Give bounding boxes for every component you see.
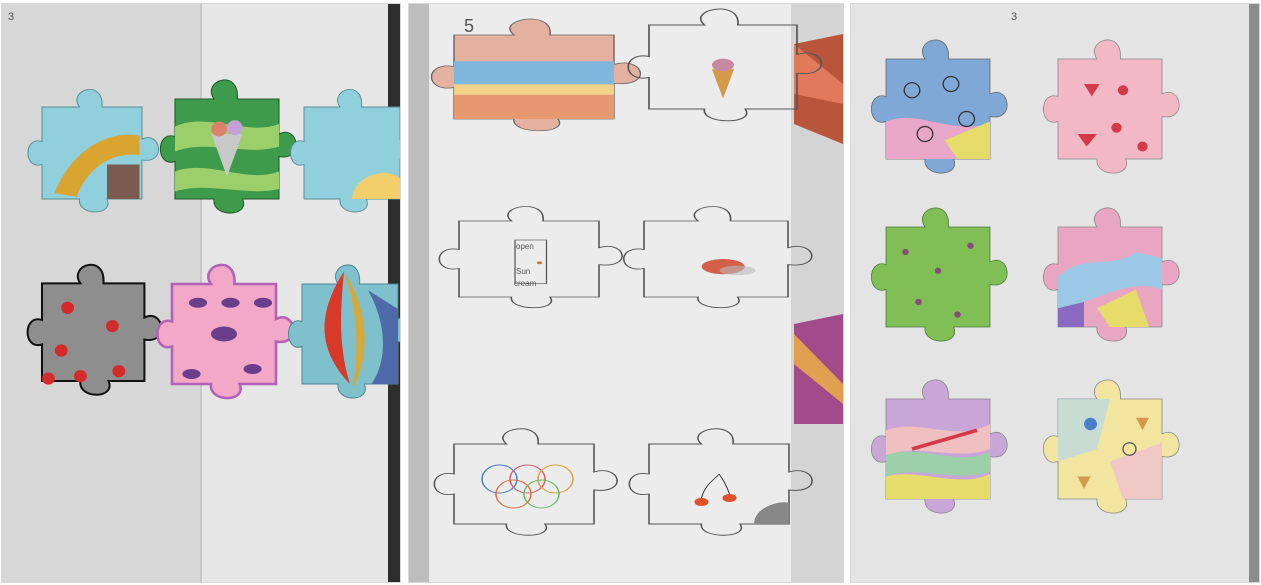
croissant-piece <box>28 89 159 211</box>
dot-pattern-piece <box>871 208 1007 341</box>
sun-piece <box>291 89 401 211</box>
notebook-photo-colored-pieces <box>2 4 400 582</box>
page-number: 5 <box>464 16 475 36</box>
fruit-pattern-piece <box>1043 40 1179 173</box>
sun-cream-label-mid: Sun <box>516 267 531 276</box>
flower-pattern-piece <box>871 40 1007 173</box>
cherries-piece <box>28 265 162 395</box>
notebook-photo-pattern-pieces <box>851 4 1259 582</box>
leaf-piece <box>289 265 401 398</box>
abstract-piece <box>1043 208 1179 341</box>
sun-cream-label-bottom: cream <box>514 279 537 288</box>
photo-3-drawing <box>851 4 1259 582</box>
flowers-piece <box>157 265 293 398</box>
sun-cream-label-top: open <box>516 242 534 251</box>
notebook-photo-outline-pieces <box>409 4 843 582</box>
page-number: 3 <box>1011 11 1018 23</box>
photo-1-drawing <box>2 4 400 582</box>
ice-cream-piece <box>160 80 296 213</box>
photo-2-drawing <box>409 4 843 582</box>
page-number: 3 <box>8 11 15 23</box>
icecream-pattern-piece <box>1043 380 1179 513</box>
swirl-piece <box>871 380 1007 513</box>
stripes-piece <box>432 19 641 131</box>
